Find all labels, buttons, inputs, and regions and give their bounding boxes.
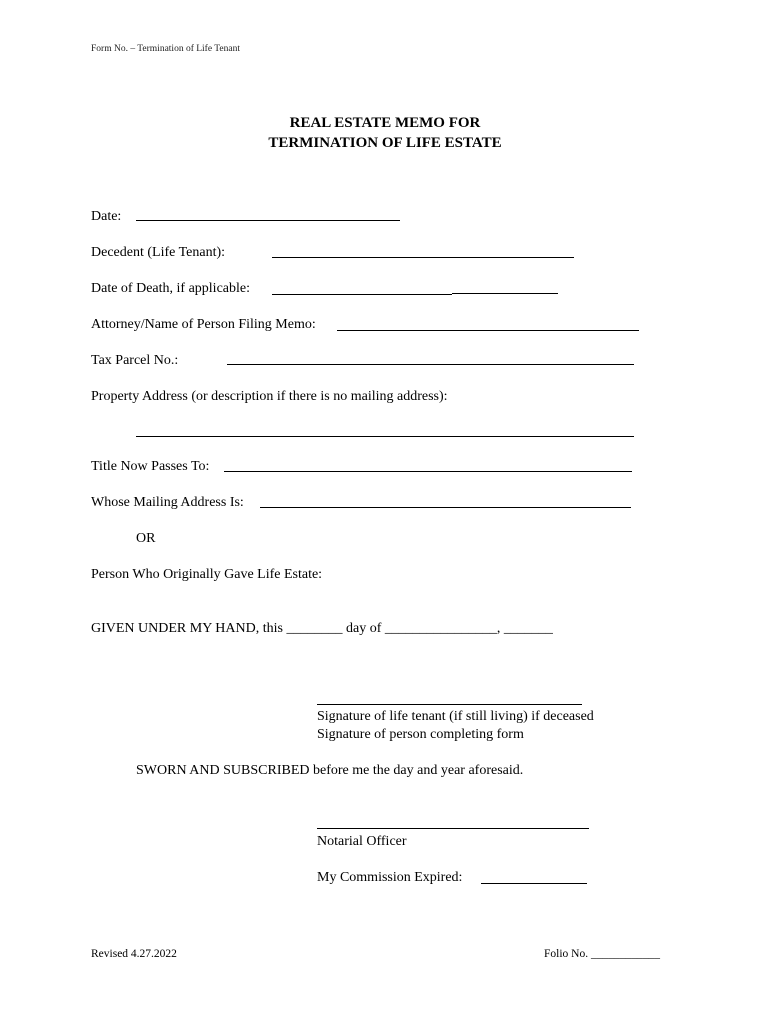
date-label: Date: [91, 209, 122, 224]
given-under-hand-text: GIVEN UNDER MY HAND, this ________ day of ________________, _______ [91, 621, 553, 636]
document-title-line2: TERMINATION OF LIFE ESTATE [268, 135, 502, 151]
document-title-line1: REAL ESTATE MEMO FOR [289, 115, 481, 131]
revised-date: Revised 4.27.2022 [91, 948, 177, 960]
title-passes-field-line[interactable] [224, 471, 632, 472]
notarial-officer-label: Notarial Officer [317, 834, 407, 849]
commission-expired-label: My Commission Expired: [317, 870, 463, 885]
sworn-text: SWORN AND SUBSCRIBED before me the day and year aforesaid. [136, 763, 524, 778]
tax-parcel-field-line[interactable] [227, 364, 634, 365]
signature-caption-line2: Signature of person completing form [317, 727, 524, 742]
or-label: OR [136, 531, 156, 546]
date-of-death-field-line-b[interactable] [452, 293, 558, 294]
attorney-field-line[interactable] [337, 330, 639, 331]
form-number-header: Form No. – Termination of Life Tenant [91, 44, 240, 54]
decedent-field-line[interactable] [272, 257, 574, 258]
folio-number: Folio No. ____________ [544, 948, 660, 960]
signature-line[interactable] [317, 704, 582, 705]
signature-caption-line1: Signature of life tenant (if still living) if deceased [317, 709, 594, 724]
date-of-death-field-line-a[interactable] [272, 294, 452, 295]
attorney-label: Attorney/Name of Person Filing Memo: [91, 317, 316, 332]
commission-expired-field-line[interactable] [481, 883, 587, 884]
title-passes-label: Title Now Passes To: [91, 459, 210, 474]
notary-signature-line[interactable] [317, 828, 589, 829]
property-address-field-line[interactable] [136, 436, 634, 437]
decedent-label: Decedent (Life Tenant): [91, 245, 226, 260]
property-address-label: Property Address (or description if there is no mailing address): [91, 389, 448, 404]
mailing-address-label: Whose Mailing Address Is: [91, 495, 244, 510]
tax-parcel-label: Tax Parcel No.: [91, 353, 179, 368]
date-field-line[interactable] [136, 220, 400, 221]
mailing-address-field-line[interactable] [260, 507, 631, 508]
date-of-death-label: Date of Death, if applicable: [91, 281, 250, 296]
original-giver-label: Person Who Originally Gave Life Estate: [91, 567, 323, 582]
